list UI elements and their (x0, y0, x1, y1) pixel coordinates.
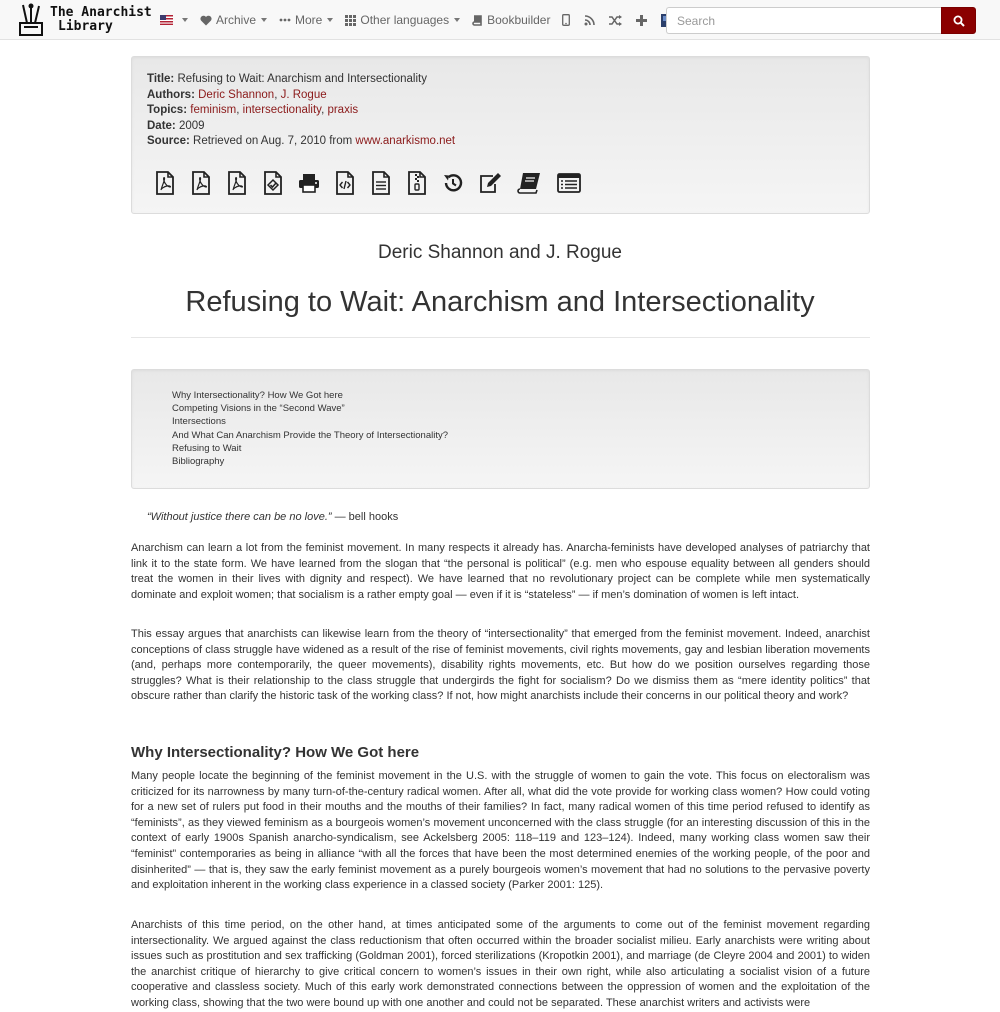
section-heading: Why Intersectionality? How We Got here (131, 744, 420, 761)
edit-icon (478, 172, 502, 194)
toc-link[interactable]: Intersections (172, 416, 226, 428)
meta-date: Date: 2009 (147, 119, 205, 132)
other-languages-dropdown[interactable] (345, 13, 460, 27)
topic-link[interactable]: praxis (327, 104, 359, 117)
print-icon (298, 173, 320, 193)
chevron-down-icon (327, 18, 333, 22)
text-metadata-panel (131, 56, 870, 214)
source-link[interactable]: www.anarkismo.net (355, 135, 456, 148)
toc-link[interactable]: Competing Visions in the “Second Wave” (172, 403, 345, 415)
pdf-imposed-icon (227, 171, 247, 195)
edit-button[interactable] (472, 167, 507, 199)
epigraph-quote: “Without justice there can be no love.” (147, 511, 332, 523)
archive-label: Archive (216, 13, 257, 27)
topic-link[interactable]: intersectionality (242, 104, 322, 117)
download-pdf-a4-button[interactable] (184, 167, 217, 199)
table-of-contents (131, 369, 870, 489)
more-dropdown[interactable] (279, 13, 333, 27)
pdf-check-icon (263, 171, 283, 195)
author-link[interactable]: J. Rogue (280, 88, 327, 101)
language-flag-dropdown[interactable] (160, 15, 188, 25)
epigraph (147, 511, 398, 523)
flag-icon (160, 15, 173, 25)
search-input[interactable] (666, 7, 941, 34)
library-logo-icon (18, 3, 46, 37)
meta-source: Source: Retrieved on Aug. 7, 2010 from www.anarkismo.net (147, 135, 456, 148)
text-title: Refusing to Wait: Anarchism and Intersectionality (185, 286, 815, 318)
search-form (666, 7, 976, 34)
toc-link[interactable]: Bibliography (172, 456, 225, 468)
search-button[interactable] (941, 7, 976, 34)
paragraph: Anarchists of this time period, on the other hand, at times anticipated some of the arguments to come out of the feminist movement regarding intersectionality. We argued against the class reductionism that often occurred within the broader socialist milieu. Early anarchists were writing about issues such as prostitution and sex trafficking (Goldman 2001), forced sterilizations (Kropotkin 2001), and marriage (de Cleyre 2004 and 2001) to widen the anarchist critique of hierarchy to give critical concern to women’s issues in their own right, while also articulating a socialist vision of a future cooperative and classless society. Much of this early work demonstrated connections between the oppression of women and the exploitation of the working class, showing that the two were bound up with one another and could not be separated. These anarchist writers and activists were (131, 919, 870, 1009)
history-icon (442, 172, 464, 194)
chevron-down-icon (261, 18, 267, 22)
topic-link[interactable]: feminism (190, 104, 237, 117)
meta-authors: Authors: Deric Shannon, J. Rogue (147, 88, 327, 101)
brand-title-line1: The Anarchist (50, 5, 152, 20)
bookbuilder-add-button[interactable] (510, 167, 548, 199)
paragraph: This essay argues that anarchists can likewise learn from the theory of “intersectionality” that emerged from the feminist movement. Indeed, anarchist conceptions of class struggle have widened as a result of the rise of feminist movements, civil rights movements, gay and lesbian liberation movements (and, perhaps more contemporarily, the queer movements), disability rights movements, etc. But how do we position ourselves regarding those struggles? What is their relationship to the class struggle that undergirds the fight for socialism? Do we dismiss them as “mere identity politics” that obscure rather than clarify the historic task of the working class? If not, how might anarchists include their concerns in our political theory and work? (131, 628, 870, 703)
other-languages-label: Other languages (360, 13, 450, 27)
toc-link[interactable]: And What Can Anarchism Provide the Theory of Intersectionality? (172, 429, 448, 441)
meta-title: Title: Refusing to Wait: Anarchism and Intersectionality (147, 73, 427, 85)
mobile-icon[interactable] (562, 14, 570, 26)
print-button[interactable] (292, 167, 325, 199)
download-pdf-button[interactable] (148, 167, 181, 199)
zip-icon (407, 171, 427, 195)
epigraph-attribution: — bell hooks (331, 511, 399, 523)
toc-link[interactable]: Why Intersectionality? How We Got here (172, 390, 343, 401)
download-checked-button[interactable] (256, 167, 289, 199)
list-icon (557, 173, 581, 193)
bookbuilder-label: Bookbuilder (487, 13, 551, 27)
chevron-down-icon (454, 18, 460, 22)
bookbuilder-link[interactable] (472, 13, 550, 27)
download-epub-button[interactable] (328, 167, 361, 199)
nav-menu (160, 0, 688, 40)
search-icon (953, 15, 965, 27)
download-zip-button[interactable] (400, 167, 433, 199)
toc-list-button[interactable] (551, 167, 587, 199)
paragraph: Anarchism can learn a lot from the feminist movement. In many respects it already has. Anarcha-feminists have developed analyses of patriarchy that link it to the state form. We have learned from the slogan that “the personal is political” (e.g. men who espouse equality between all genders should treat the women in their lives with dignity and respect). We have learned that no revolutionary project can be complete while men systematically dominate and exploit women; that socialism is a rather empty goal — even if it is “stateless” — if men’s domination of women is left intact. (131, 542, 870, 601)
random-icon[interactable] (609, 15, 622, 26)
pdf-a4-icon (191, 171, 211, 195)
ellipsis-icon (279, 18, 291, 22)
download-toolbar (148, 167, 590, 199)
plus-icon[interactable] (636, 15, 647, 26)
navbar (0, 0, 1000, 40)
epub-code-icon (335, 171, 355, 195)
rss-icon[interactable] (584, 15, 595, 26)
book-icon (472, 15, 483, 26)
book-icon (517, 172, 541, 194)
pdf-icon (155, 171, 175, 195)
text-icon (371, 171, 391, 195)
grid-icon (345, 15, 356, 26)
archive-dropdown[interactable] (200, 13, 267, 27)
chevron-down-icon (182, 18, 188, 22)
brand-link[interactable] (18, 2, 152, 38)
toc-link[interactable]: Refusing to Wait (172, 442, 242, 454)
paragraph: Many people locate the beginning of the feminist movement in the U.S. with the struggle of women to gain the vote. This focus on electoralism was criticized for its narrowness by many turn-of-the-century radical women. After all, what did the vote provide for working class women? How could voting for a new set of rulers put food in their mouths and the mouths of their families? In fact, many radical women of this time period refused to identify as “feminists”, as they viewed feminism as a bourgeois women’s movement unconcerned with the class struggle (for an interesting discussion of this in the context of early 1900s Spanish anarcho-syndicalism, see Ackelsberg 2005: 118–119 and 123–124). Indeed, many working class women saw their “feminist” contemporaries as being in alliance “with all the forces that have been the most determined enemies of the working people, of the poor and disinherited” — that is, they saw the early feminist movement as a purely bourgeois women’s movement that had no solutions to the pervasive poverty and exploitation inherent in the working class experience in a classed society (Parker 2001: 125). (131, 770, 870, 892)
heart-icon (200, 15, 212, 26)
history-button[interactable] (436, 167, 469, 199)
author-link[interactable]: Deric Shannon (198, 88, 275, 101)
download-text-button[interactable] (364, 167, 397, 199)
download-pdf-imposed-button[interactable] (220, 167, 253, 199)
more-label: More (295, 13, 323, 27)
meta-topics: Topics: feminism, intersectionality, praxis (147, 104, 359, 117)
brand-title-line2: Library (58, 19, 113, 34)
title-divider (131, 337, 870, 338)
text-author: Deric Shannon and J. Rogue (378, 242, 622, 263)
